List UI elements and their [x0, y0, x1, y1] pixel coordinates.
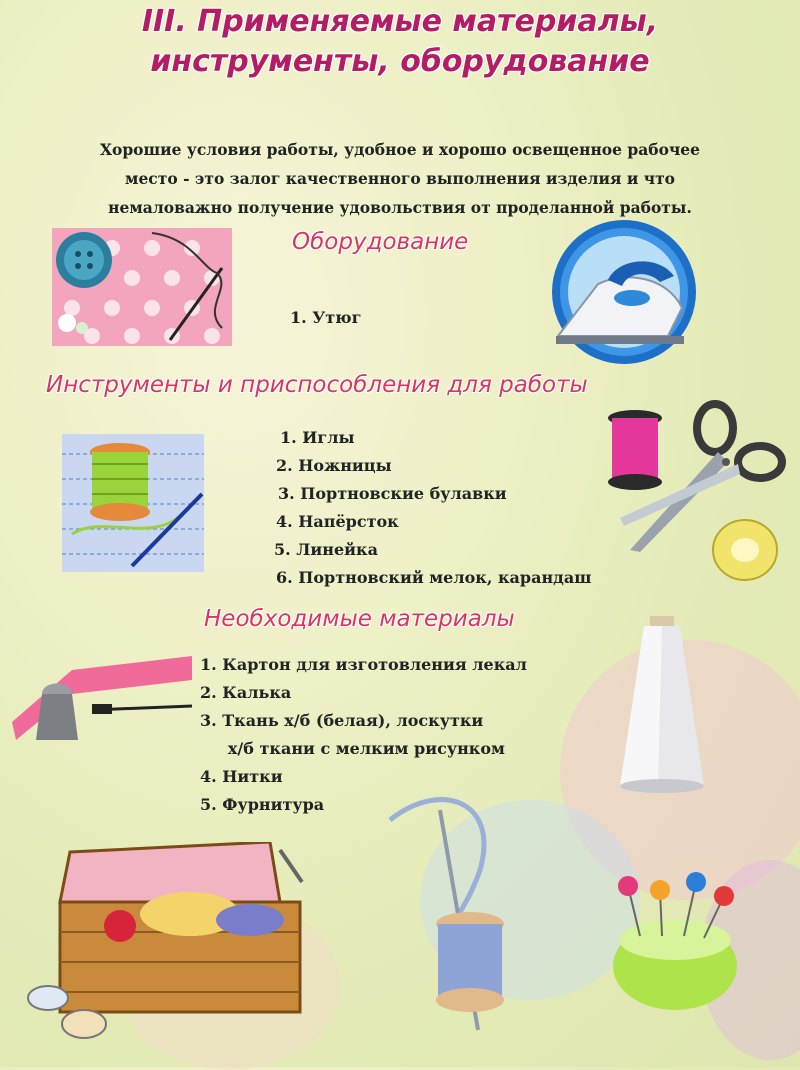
button-fabric-image [52, 228, 232, 346]
list-item: 3. Ткань х/б (белая), лоскутки [200, 711, 484, 730]
intro-line: Хорошие условия работы, удобное и хорошо освещенное рабочее [99, 140, 701, 159]
pincushion-icon [600, 866, 750, 1016]
list-item: 1. Картон для изготовления лекал [200, 655, 527, 674]
title-line-1: III. Применяемые материалы, [141, 4, 659, 39]
page-title [0, 2, 800, 82]
section-heading-tools: Инструменты и приспособления для работы [46, 372, 588, 398]
iron-icon [548, 218, 700, 366]
sewing-basket-image [20, 842, 310, 1042]
list-item: 3. Портновские булавки [278, 484, 507, 503]
list-item: 5. Линейка [274, 540, 378, 559]
list-item: 4. Напёрсток [276, 512, 399, 531]
list-item: 1. Иглы [280, 428, 355, 447]
thimble-ribbon-awl-image [12, 640, 192, 750]
intro-paragraph [40, 135, 760, 222]
list-item: 5. Фурнитура [200, 795, 325, 814]
thread-spool-needle-image [62, 434, 204, 572]
list-item: 1. Утюг [290, 308, 362, 327]
equipment-list [290, 304, 361, 332]
title-line-2: инструменты, оборудование [150, 44, 650, 79]
list-item: 4. Нитки [200, 767, 283, 786]
needle-and-spool-image [380, 790, 560, 1040]
tools-list [276, 424, 591, 592]
list-item: х/б ткани с мелким рисунком [200, 739, 505, 758]
measuring-tape-icon [712, 518, 778, 582]
section-heading-materials: Необходимые материалы [204, 606, 515, 632]
list-item: 2. Калька [200, 683, 292, 702]
intro-line: место - это залог качественного выполнения изделия и что [124, 169, 676, 188]
list-item: 6. Портновский мелок, карандаш [276, 568, 592, 587]
thread-cone-icon [612, 616, 712, 794]
section-heading-equipment: Оборудование [292, 229, 469, 255]
intro-line: немаловажно получение удовольствия от проделанной работы. [108, 198, 692, 217]
list-item: 2. Ножницы [276, 456, 392, 475]
